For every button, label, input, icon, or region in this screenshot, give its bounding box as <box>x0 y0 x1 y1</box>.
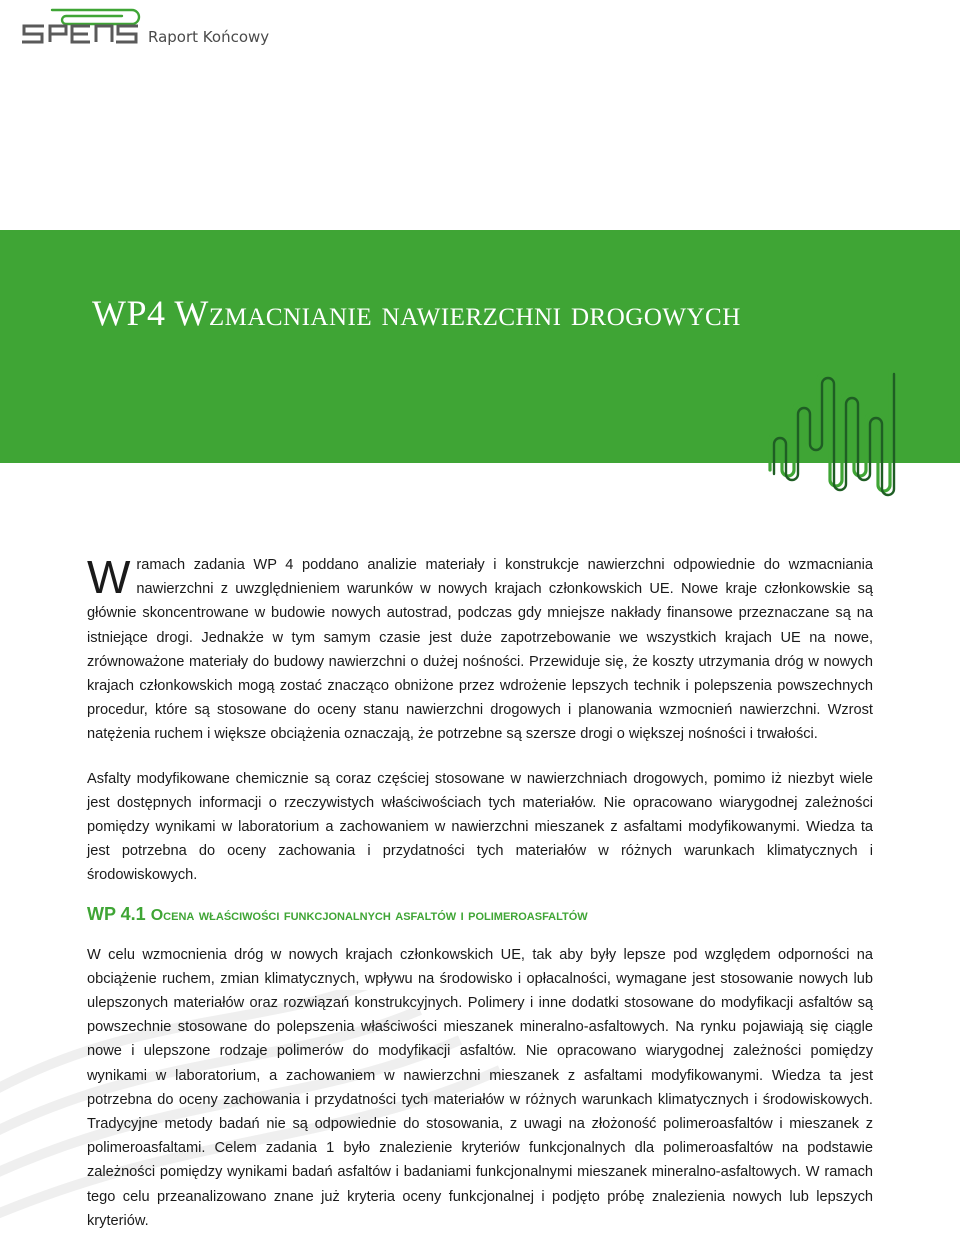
section-number: WP 4.1 <box>87 903 146 924</box>
report-label: Raport Końcowy <box>148 28 270 46</box>
section-title: Ocena właściwości funkcjonalnych asfaltów i polimeroasfaltów <box>150 906 588 924</box>
section-heading <box>87 904 873 925</box>
wave-decoration-icon <box>760 360 920 500</box>
intro-paragraph-text: ramach zadania WP 4 poddano analizie materiały i konstrukcje nawierzchni odpowiednie do wzmacniania nawierzchni z uwzględnieniem warunków w nowych krajach członkowskich UE. Nowe kraje członkowskie są głównie skoncentrowane w budowie nowych autostrad, podczas gdy mniejsze nakłady finansowe przeznaczane są na istniejące drogi. Jednakże w tym samym czasie jest duże zapotrzebowanie we wszystkich krajach UE na nowe, zrównoważone materiały do budowy nawierzchni o dużej nośności. Przewiduje się, że koszty utrzymania dróg w nowych krajach członkowskich mogą zostać znacząco obniżone przez wdrożenie lepszych technik i polepszenia powszechnych procedur, które są stosowane do oceny stanu nawierzchni drogowych i planowania wzmocnień nawierzchni. Wzrost natężenia ruchem i większe obciążenia oznaczają, że potrzebne są szersze drogi o większej nośności i trwałości. <box>87 557 873 743</box>
page-title: WP4 Wzmacnianie nawierzchni drogowych <box>92 293 741 333</box>
header <box>22 4 322 48</box>
spens-logo <box>22 4 146 48</box>
intro-paragraph <box>87 553 873 747</box>
drop-cap: W <box>87 551 131 603</box>
section-paragraph: W celu wzmocnienia dróg w nowych krajach członkowskich UE, tak aby były lepsze pod względem odporności na obciążenie ruchem, zmian klimatycznych, wpływu na środowisko i opłacalności, wymagane jest stosowanie nowych lub ulepszonych materiałów oraz rozwiązań konstrukcyjnych. Polimery i inne dodatki stosowane do modyfikacji asfaltów są powszechnie stosowane do polepszenia właściwości mieszanek mineralno-asfaltowych. Na rynku pojawiają się ciągle nowe i ulepszone rodzaje polimerów do modyfikacji asfaltów. Nie opracowano wiarygodnej zależności pomiędzy wynikami w laboratorium, a zachowaniem w nawierzchni mieszanek z asfaltami modyfikowanymi. Wiedza ta jest potrzebna do oceny zachowania i przydatności tych materiałów w różnych warunkach klimatycznych i środowiskowych. Tradycyjne metody badań nie są odpowiednie do stosowania, z uwagi na złożoność polimeroasfaltów i mieszanek z polimeroasfaltami. Celem zadania 1 było znalezienie kryteriów funkcjonalnych dla polimeroasfaltów na podstawie zależności pomiędzy wynikami badań asfaltów i badaniami funkcjonalnymi mieszanek mineralno-asfaltowych. W ramach tego celu przeanalizowano znane już kryteria oceny funkcjonalnej i podjęto próbę znalezienia nowych lub lepszych kryteriów. <box>87 946 873 1229</box>
main-content <box>87 553 873 1233</box>
modified-asphalt-paragraph: Asfalty modyfikowane chemicznie są coraz częściej stosowane w nawierzchniach drogowych, pomimo iż niezbyt wiele jest dostępnych informacji o rzeczywistych właściwościach tych materiałów. Nie opracowano wiarygodnej zależności pomiędzy wynikami w laboratorium a zachowaniem w nawierzchni mieszanek z asfaltami modyfikowanymi. Wiedza ta jest potrzebna do oceny zachowania i przydatności tych materiałów w różnych warunkach klimatycznych i środowiskowych. <box>87 770 873 884</box>
